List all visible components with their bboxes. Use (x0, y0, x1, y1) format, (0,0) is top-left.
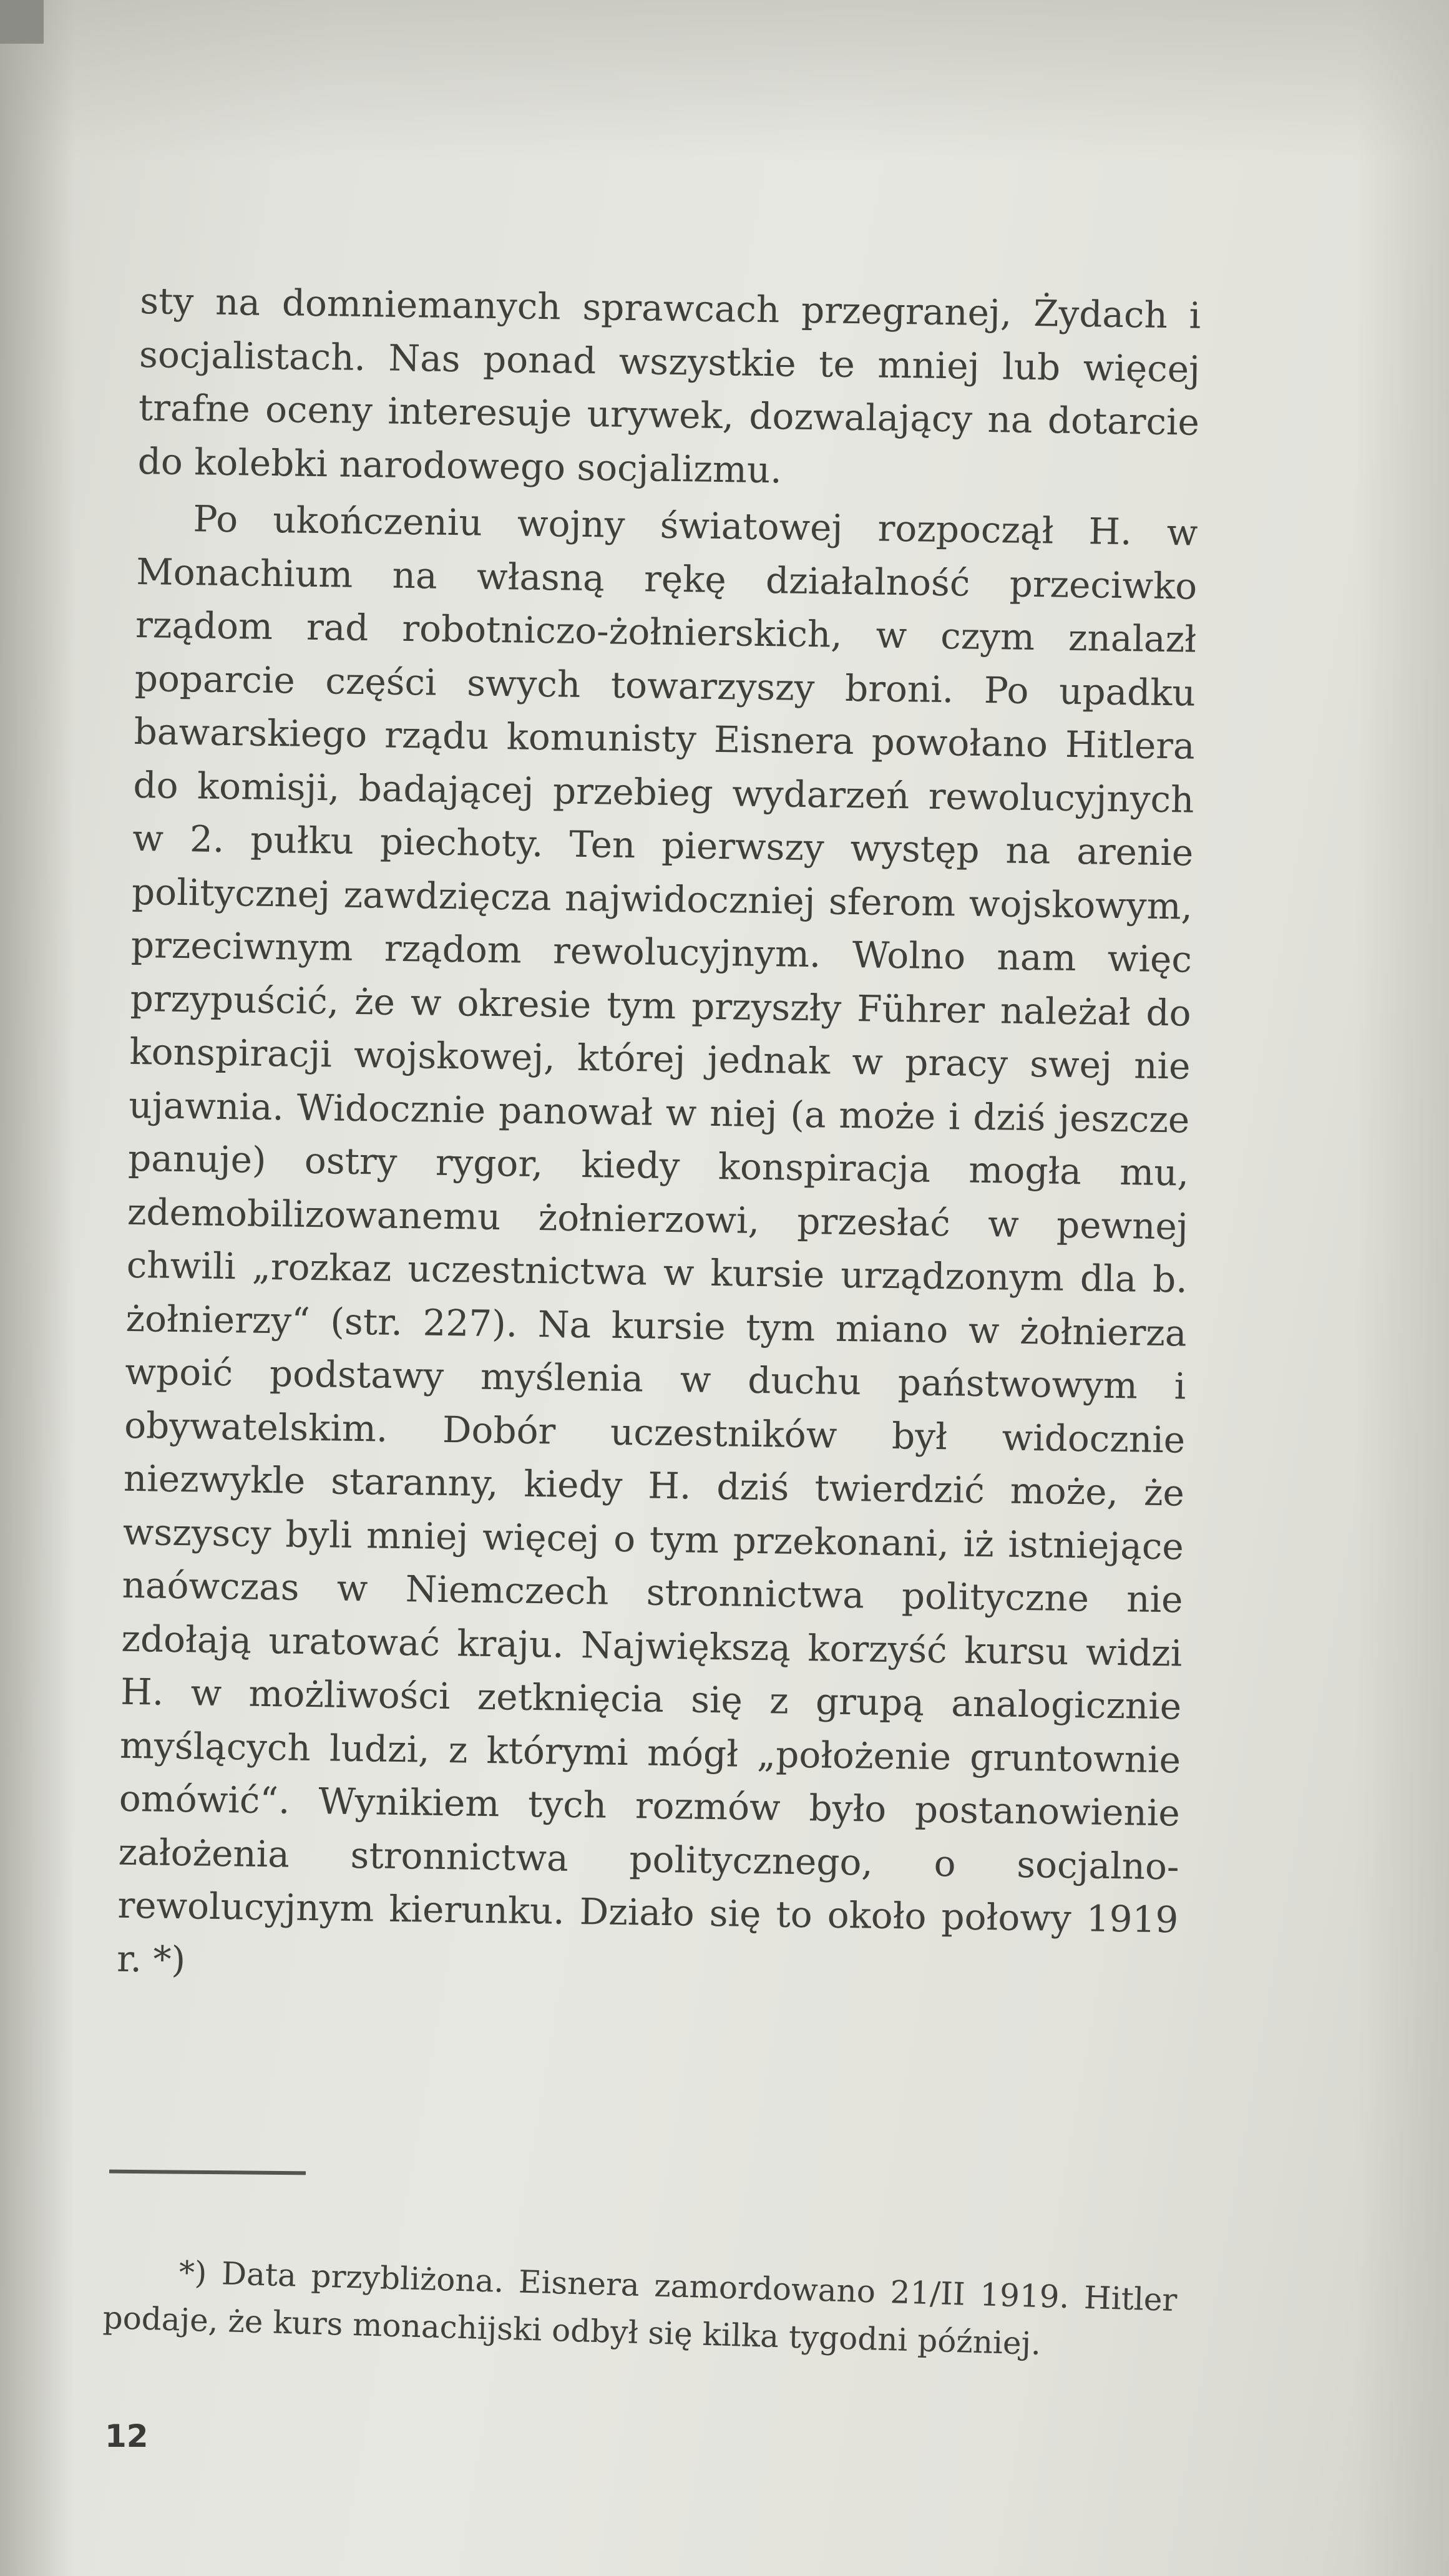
page-fold-top (0, 0, 1449, 162)
footnote-divider (109, 2170, 306, 2175)
page-corner-tab (0, 0, 44, 44)
page-shadow-left (0, 0, 75, 2576)
page-number: 12 (105, 2418, 149, 2454)
page-edge-right (1355, 0, 1449, 2576)
footnote-text: *) Data przybliżona. Eisnera zamordowano 21/II 1919. Hitler podaje, że kurs monachijski odbył się kilka tygodni później. (102, 2254, 1178, 2362)
footnote (102, 2247, 1178, 2371)
paragraph-1: sty na domniemanych sprawcach przegranej, Żydach i socjalistach. Nas ponad wszystkie te mniej lub więcej trafne oceny interesuje urywek, dozwalający na dotarcie do kolebki narodowego socjalizmu. (137, 279, 1201, 491)
main-text (117, 275, 1201, 2000)
paragraph-2: Po ukończeniu wojny światowej rozpoczął H. w Monachium na własną rękę działalność przeciwko rządom rad robotniczo-żołnierskich, w czym znalazł poparcie części swych towarzyszy broni. Po upadku bawarskiego rządu komunisty Eisnera powołano Hitlera do komisji, badającej przebieg wydarzeń rewolucyjnych w 2. pułku piechoty. Ten pierwszy występ na arenie politycznej zawdzięcza najwidoczniej sferom wojskowym, przeciwnym rządom rewolucyjnym. Wolno nam więc przypuścić, że w okresie tym przyszły Führer należał do konspiracji wojskowej, której jednak w pracy swej nie ujawnia. Widocznie panował w niej (a może i dziś jeszcze panuje) ostry rygor, kiedy konspiracja mogła mu, zdemobilizowanemu żołnierzowi, przesłać w pewnej chwili „rozkaz uczestnictwa w kursie urządzonym dla b. żołnierzy“ (str. 227). Na kursie tym miano w żołnierza wpoić podstawy myślenia w duchu państwowym i obywatelskim. Dobór uczestników był widocznie niezwykle staranny, kiedy H. dziś twierdzić może, że wszyscy byli mniej więcej o tym przekonani, iż istniejące naówczas w Niemczech stronnictwa polityczne nie zdołają uratować kraju. Największą korzyść kursu widzi H. w możliwości zetknięcia się z grupą analogicznie myślących ludzi, z którymi mógł „położenie gruntownie omówić“. Wynikiem tych rozmów było postanowienie założenia stronnictwa politycznego, o socjalno-rewolucyjnym kierunku. Działo się to około połowy 1919 r. *) (116, 497, 1198, 1981)
